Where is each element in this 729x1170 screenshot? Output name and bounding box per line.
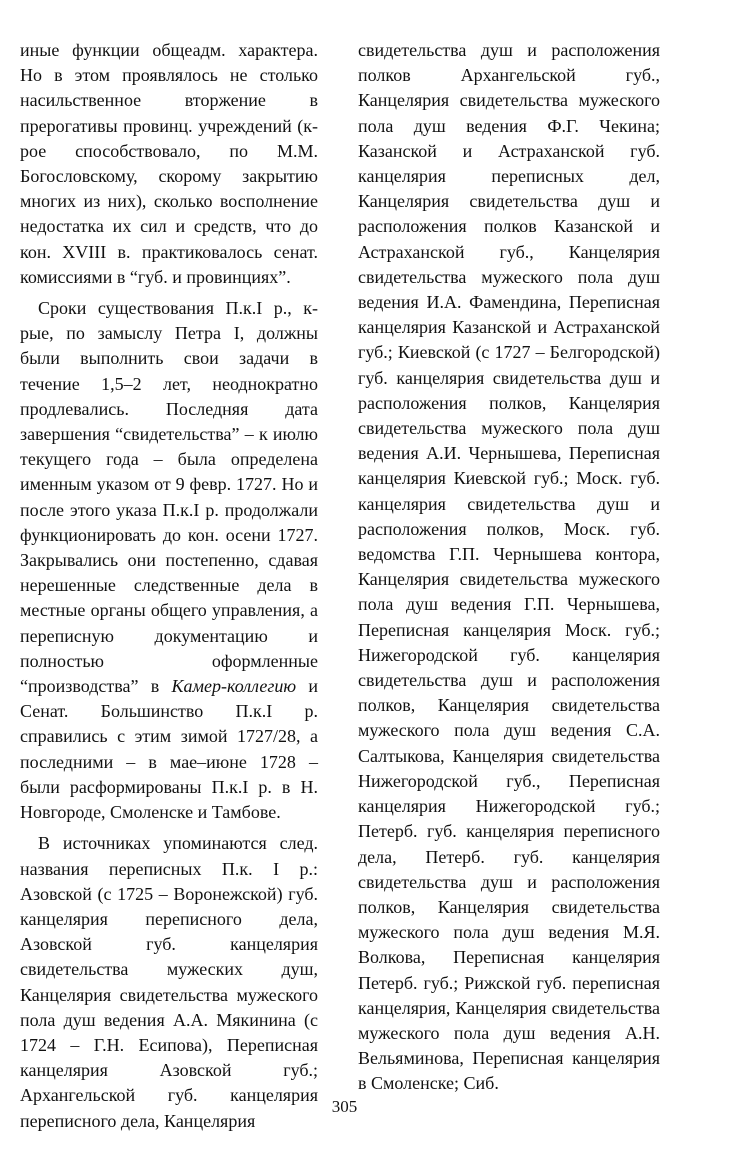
right-column: [358, 38, 660, 1103]
right-paragraph-1: свидетельства душ и расположения полков Архангельской губ., Канцелярия свидетельства мужеского пола душ ведения Ф.Г. Чекина; Казанской и Астраханской губ. канцелярия переписных дел, Канцелярия свидетельства душ и расположения полков Казанской и Астраханской губ., Канцелярия свидетельства мужеского пола душ ведения И.А. Фамендина, Переписная канцелярия Казанской и Астраханской губ.; Киевской (с 1727 – Белгородской) губ. канцелярия свидетельства душ и расположения полков, Канцелярия свидетельства мужеского пола душ ведения А.И. Чернышева, Переписная канцелярия Киевской губ.; Моск. губ. канцелярия свидетельства душ и расположения полков, Моск. губ. ведомства Г.П. Чернышева контора, Канцелярия свидетельства мужеского пола душ ведения Г.П. Чернышева, Переписная канцелярия Моск. губ.; Нижегородской губ. канцелярия свидетельства душ и расположения полков, Канцелярия свидетельства мужеского пола душ ведения С.А. Салтыкова, Канцелярия свидетельства Нижегородской губ., Переписная канцелярия Нижегородской губ.; Петерб. губ. канцелярия переписного дела, Петерб. губ. канцелярия свидетельства душ и расположения полков, Канцелярия свидетельства мужеского пола душ ведения М.Я. Волкова, Переписная канцелярия Петерб. губ.; Рижской губ. переписная канцелярия, Канцелярия свидетельства мужеского пола душ ведения А.Н. Вельяминова, Переписная канцелярия в Смоленске; Сиб.: [358, 40, 660, 1094]
left-paragraph-1: иные функции общеадм. характера. Но в этом проявлялось не столько насильственное вторжение в прерогативы провинц. учреждений (к-рое способствовало, по М.М. Богословскому, скорому закрытию многих из них), сколько восполнение недостатка их сил и средств, что до кон. XVIII в. практиковалось сенат. комиссиями в “губ. и провинциях”.: [20, 40, 318, 287]
left-paragraph-2-italic-term: Камер-коллегию: [171, 676, 297, 697]
page-number: 305: [331, 1097, 358, 1116]
left-paragraph-2: [20, 296, 318, 825]
left-paragraph-2-text-b: и Сенат. Большинство П.к.I р. справились с этим зимой 1727/28, а последними – в мае–июне 1728 – были расформированы П.к.I р. в Н. Новгороде, Смоленске и Тамбове.: [20, 676, 319, 823]
left-column: [20, 38, 318, 1140]
left-paragraph-3: В источниках упоминаются след. названия переписных П.к. I р.: Азовской (с 1725 – Воронежской) губ. канцелярия переписного дела, Азовской губ. канцелярия свидетельства мужеских душ, Канцелярия свидетельства мужеского пола душ ведения А.А. Мякинина (с 1724 – Г.Н. Есипова), Переписная канцелярия Азовской губ.; Архангельской губ. канцелярия переписного дела, Канцелярия: [20, 833, 318, 1131]
left-paragraph-2-text-a: Сроки существования П.к.I р., к-рые, по замыслу Петра I, должны были выполнить свои задачи в течение 1,5–2 лет, неоднократно продлевались. Последняя дата завершения “свидетельства” – к июлю текущего года – была определена именным указом от 9 февр. 1727. Но и после этого указа П.к.I р. продолжали функционировать до кон. осени 1727. Закрывались они постепенно, сдавая нерешенные следственные дела в местные органы общего управления, а переписную документацию и полностью оформленные “производства” в: [20, 298, 318, 697]
